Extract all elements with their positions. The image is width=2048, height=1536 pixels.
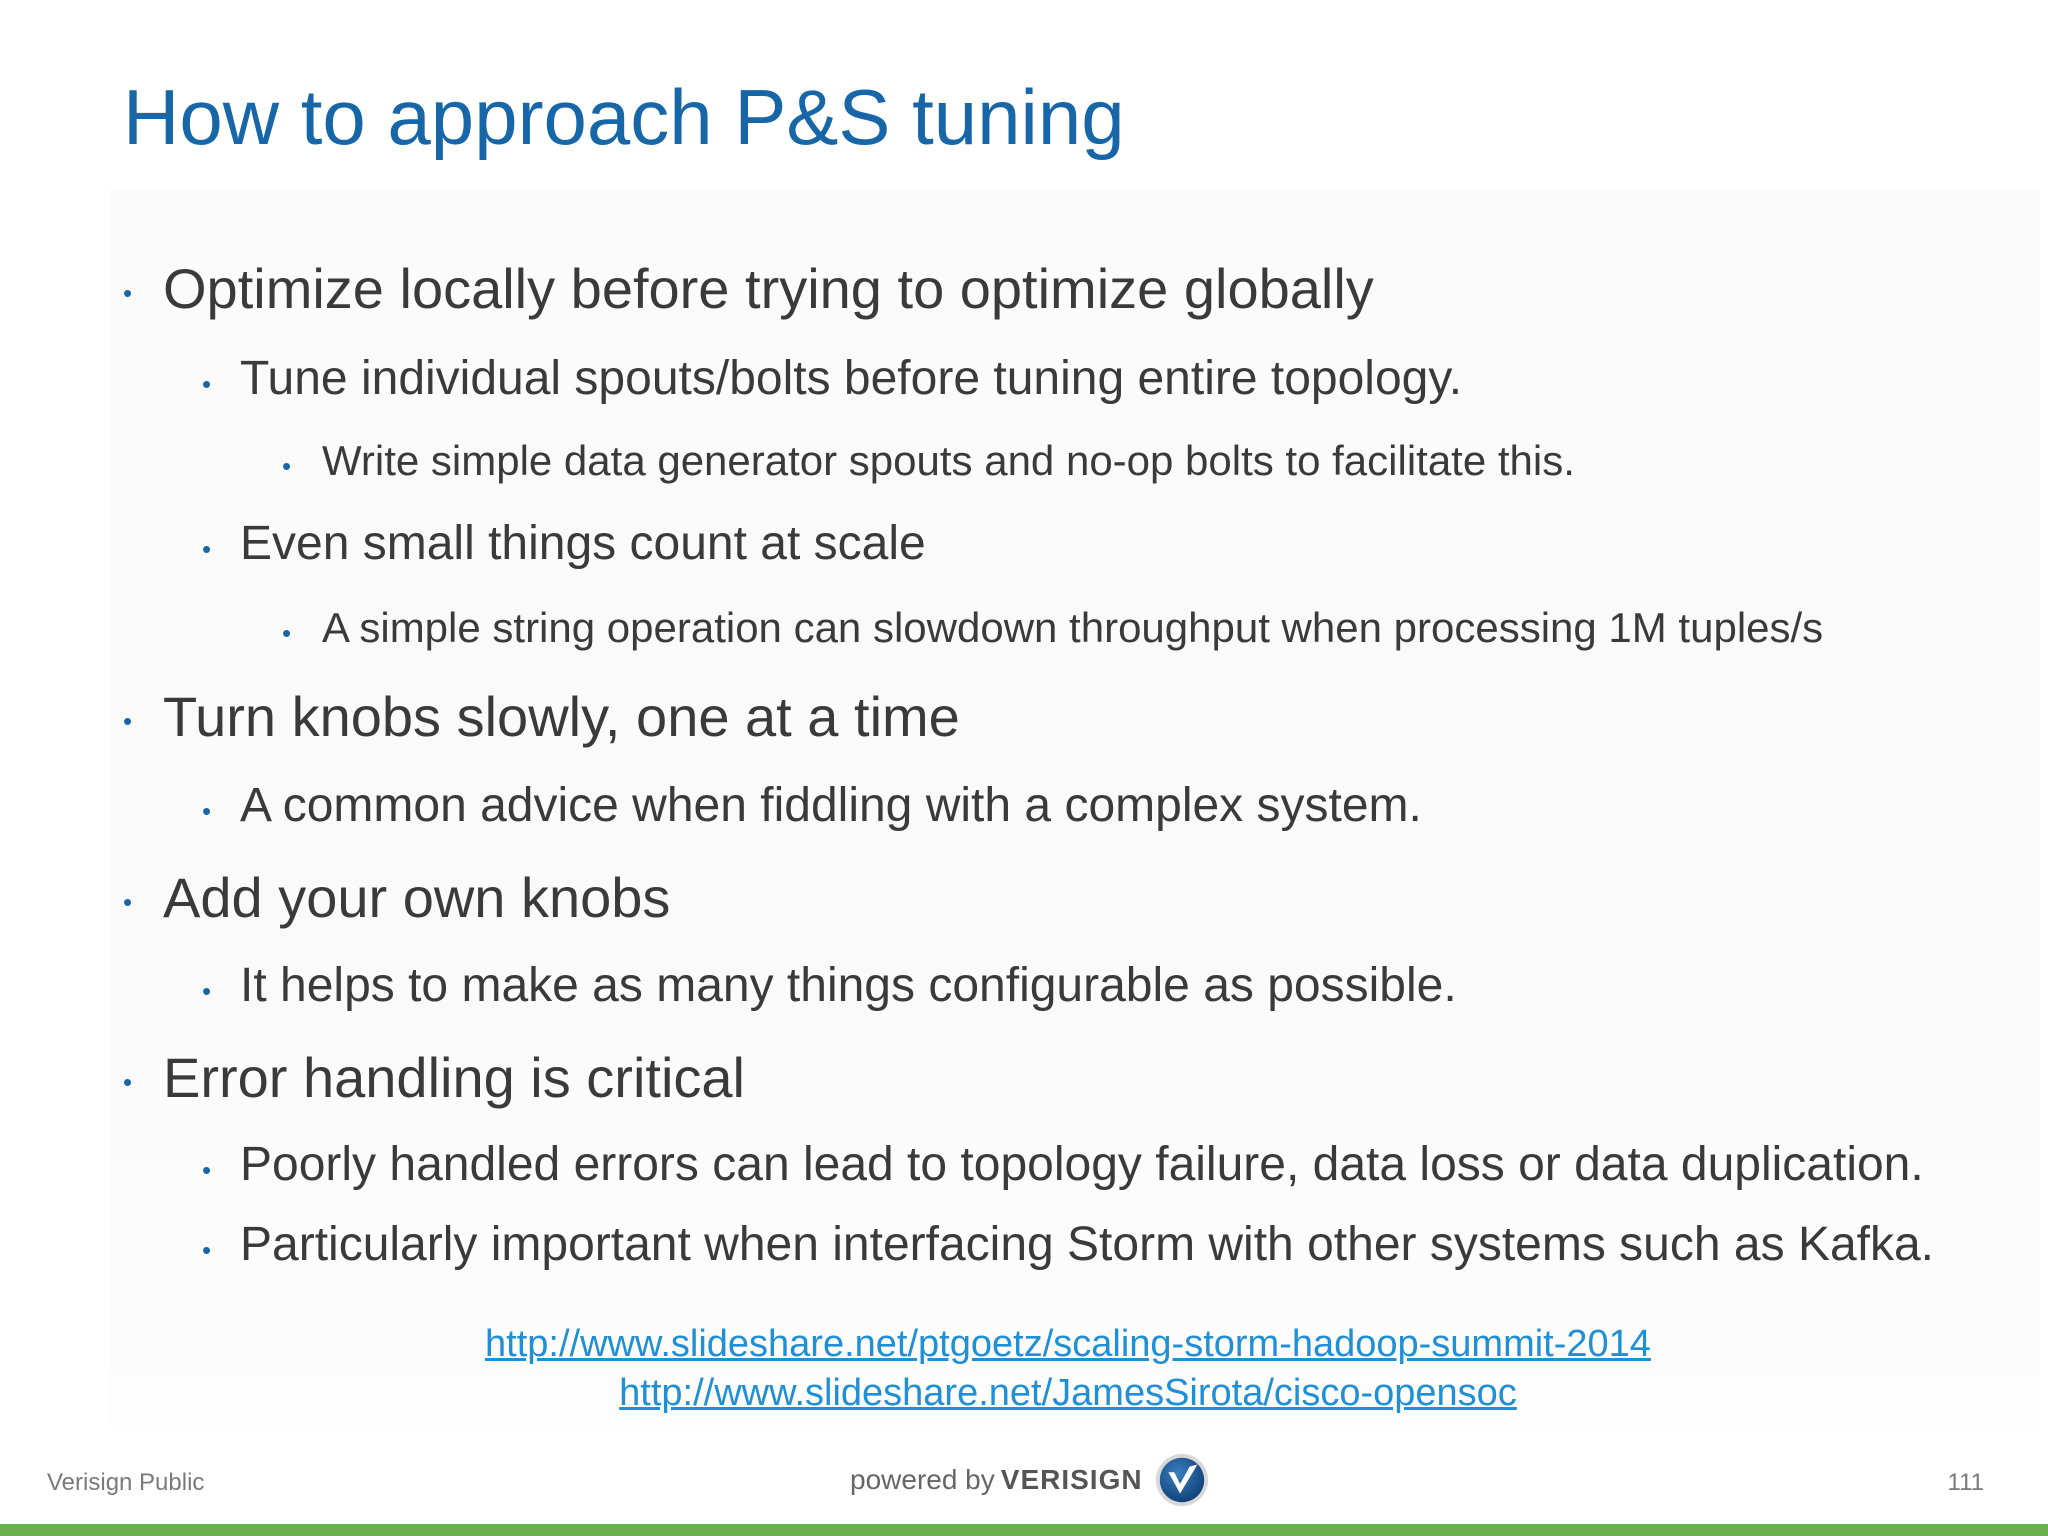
bullet-dot-icon: •	[123, 706, 133, 736]
reference-link-opensoc[interactable]: http://www.slideshare.net/JamesSirota/cisco-opensoc	[619, 1372, 1517, 1414]
bullet-dot-icon: •	[202, 796, 212, 826]
bullet-dot-icon: •	[202, 369, 212, 399]
bullet-item	[202, 778, 1422, 833]
bullet-dot-icon: •	[282, 618, 292, 648]
bottom-accent-bar	[0, 1524, 2048, 1536]
bullet-item	[202, 958, 1457, 1013]
bullet-text: Turn knobs slowly, one at a time	[163, 685, 960, 748]
bullet-text: Write simple data generator spouts and no-op bolts to facilitate this.	[322, 437, 1575, 484]
bullet-dot-icon: •	[123, 278, 133, 308]
verisign-logo	[850, 1448, 1211, 1512]
bullet-text: Tune individual spouts/bolts before tuning entire topology.	[240, 352, 1463, 405]
bullet-text: Even small things count at scale	[240, 517, 926, 570]
bullet-item	[123, 684, 960, 749]
bullet-dot-icon: •	[123, 887, 133, 917]
bullet-item	[202, 1217, 1935, 1272]
bullet-dot-icon: •	[202, 976, 212, 1006]
verisign-checkmark-icon	[1153, 1451, 1211, 1509]
reference-link-storm-hadoop[interactable]: http://www.slideshare.net/ptgoetz/scaling-storm-hadoop-summit-2014	[485, 1323, 1651, 1365]
bullet-item	[202, 516, 926, 571]
bullet-text: Optimize locally before trying to optimize globally	[163, 257, 1374, 320]
reference-links	[0, 1320, 2048, 1418]
bullet-text: A simple string operation can slowdown throughput when processing 1M tuples/s	[322, 604, 1824, 651]
bullet-item	[282, 604, 1824, 652]
bullet-dot-icon: •	[202, 1235, 212, 1265]
powered-by-text: powered by	[850, 1464, 995, 1495]
bullet-text: Particularly important when interfacing Storm with other systems such as Kafka.	[240, 1218, 1935, 1271]
bullet-item	[123, 1045, 745, 1110]
bullet-item	[123, 865, 671, 930]
brand-name: VERISIGN	[1000, 1464, 1143, 1495]
classification-label: Verisign Public	[47, 1469, 205, 1496]
bullet-dot-icon: •	[282, 451, 292, 481]
bullet-dot-icon: •	[123, 1067, 133, 1097]
bullet-item	[202, 1137, 1924, 1192]
bullet-text: A common advice when fiddling with a complex system.	[240, 779, 1422, 832]
bullet-text: Add your own knobs	[163, 866, 671, 929]
bullet-item	[202, 351, 1463, 406]
bullet-text: Poorly handled errors can lead to topology failure, data loss or data duplication.	[240, 1138, 1924, 1191]
bullet-item	[282, 437, 1575, 485]
slide-title: How to approach P&S tuning	[123, 73, 1125, 161]
bullet-text: Error handling is critical	[163, 1046, 745, 1109]
bullet-text: It helps to make as many things configurable as possible.	[240, 959, 1457, 1012]
bullet-dot-icon: •	[202, 1155, 212, 1185]
page-number: 111	[1947, 1469, 1984, 1496]
bullet-item	[123, 256, 1374, 321]
bullet-dot-icon: •	[202, 534, 212, 564]
